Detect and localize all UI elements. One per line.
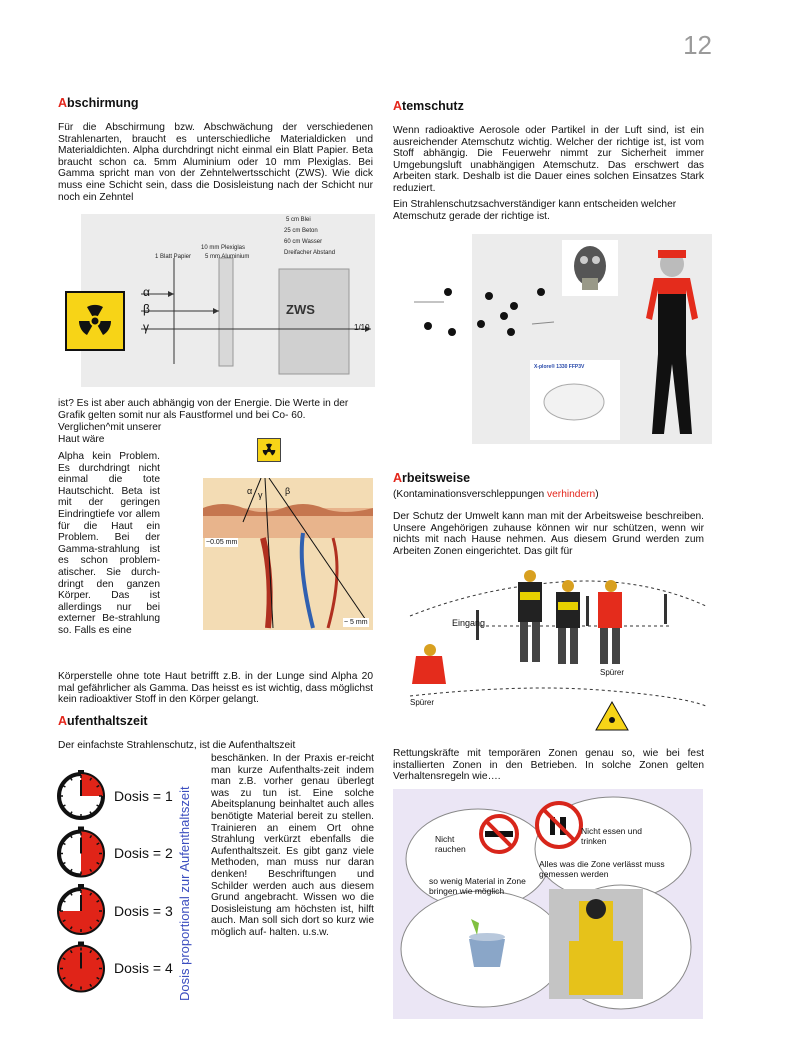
aufenthaltszeit-body: beschänken. In der Praxis er-reicht man kurze Aufenthalts-zeit indem man z.B. vorher genau überlegt was zu tun ist. Eine solche Abeitsplanung beinhaltet auch alles benötigte Material bereit zu stellen. Trainieren an einem Ort ohne Strahlung verkürzt ebenfalls die Aufenthaltszeit. Es gibt ganz viele Methoden, man muss nur daran denken! Beschriftungen und Schilder werden auch aus diesem Grund angebracht. Wissen wo die Dosisleistung am höchsten ist, hilft auch. Man soll sich dort so kurz wie möglich auf- halten. u.s.w. (211, 753, 374, 938)
label-wasser: 60 cm Wasser (284, 239, 323, 245)
skin-alpha: α (247, 486, 253, 496)
arbeitsweise-subtitle: (Kontaminationsverschleppungen verhindern) (393, 489, 599, 500)
label-aluminium: 5 mm Aluminium (205, 254, 250, 260)
zone-eingang: Eingang (452, 618, 486, 628)
label-beton: 25 cm Beton (284, 228, 318, 234)
zone-spurer-right: Spürer (600, 668, 625, 677)
trefoil-particles (424, 288, 545, 336)
label-blei: 5 cm Blei (286, 217, 311, 223)
skin-illustration (203, 478, 373, 630)
label-paper: 1 Blatt Papier (155, 254, 192, 260)
small-radiation-icon (257, 438, 281, 462)
dose-vertical-label: Dosis proportional zur Aufenthaltszeit (177, 786, 192, 1001)
skin-beta: β (285, 486, 291, 496)
timer-label-3: Dosis = 3 (114, 903, 173, 919)
abschirmung-para2: ist? Es ist aber auch abhängig von der Energie. Die Werte in der Grafik gelten somit nur als Faustformel und bei Co- 60. (58, 398, 349, 421)
firefighter-figures (412, 570, 625, 684)
mask-label: X-plore® 1330 FFP3V (534, 364, 585, 370)
label-zws: ZWS (286, 302, 315, 317)
stopwatch-fill-1 (81, 774, 103, 796)
label-abstand: Dreifacher Abstand (284, 250, 336, 256)
heading-arbeitsweise: Arbeitsweise (393, 471, 471, 485)
stopwatch-icon-1 (59, 770, 103, 818)
timer-label-2: Dosis = 2 (114, 845, 173, 861)
skin-depth-alpha: ~0.05 mm (206, 539, 238, 546)
rule-no-smoking: Nicht rauchen (435, 834, 466, 854)
skin-depth-beta: ~ 5 mm (344, 619, 368, 626)
abschirmung-para3a: Verglichen^mit unserer (58, 422, 162, 433)
shielding-diagram (81, 214, 375, 387)
stopwatch-icon-4 (59, 942, 103, 991)
abschirmung-para4: Körperstelle ohne tote Haut betrifft z.B. in der Lunge sind Alpha 20 mal gefährlicher als Gamma. Das heisst es ist wichtig, dass möglichst kein radioaktiver Stoff in den Körper gelangt. (58, 671, 373, 706)
zone-illustration (400, 566, 710, 738)
arbeitsweise-para1: Der Schutz der Umwelt kann man mit der Arbeitsweise beschreiben. Unsere Angehörigen zuhause können wir nur schützen, wenn wir nichts mit nach Hause nehmen. Aus diesem Grund werden zum Arbeiten Zonen eingerichtet. Das gilt für (393, 511, 704, 557)
stopwatch-icon-2 (59, 827, 103, 876)
stopwatch-icon-3 (59, 884, 103, 933)
arbeitsweise-para2: Rettungskräfte mit temporären Zonen genau so, wie bei fest installierten Zonen in den Betrieben. In solche Zonen gelten Verhaltensregeln wie…. (393, 748, 704, 783)
timer-group (56, 770, 181, 1000)
timer-label-1: Dosis = 1 (114, 788, 173, 804)
atemschutz-para2: Ein Strahlenschutzsachverständiger kann entscheiden welcher Atemschutz gerade der richtige ist. (393, 199, 677, 222)
rule-little-material: so wenig Material in Zone bringen wie möglich (429, 876, 526, 896)
zone-spurer-left: Spürer (410, 698, 435, 707)
rule-measured: Alles was die Zone verlässt muss gemessen werden (539, 859, 665, 879)
aufenthaltszeit-intro: Der einfachste Strahlenschutz, ist die Aufenthaltszeit (58, 740, 296, 751)
skin-gamma: γ (258, 490, 263, 500)
heading-abschirmung: Abschirmung (58, 96, 139, 110)
rules-illustration (393, 789, 703, 1019)
atemschutz-para1: Wenn radioaktive Aerosole oder Partikel in der Luft sind, ist ein ausreichender Atemschutz wichtig. Welcher der richtige ist, ist vom Stoff abhängig. Die Feuerwehr nimmt zur Sicherheit immer Umgebungsluft unabhängigen Atemschutz. Das erschwert das Arbeiten stark. Deshalb ist die Dauer eines solchen Einsatzes Stark reduziert. (393, 125, 704, 194)
respiratory-illustration (414, 234, 712, 444)
abschirmung-side-text: Alpha kein Problem. Es durchdringt nicht einmal die tote Hautschicht. Beta ist mit der geringen Eindringtiefe vor allem für die Haut ein Problem. Bei der Gamma-strahlung ist es schon problem-atischer. Sie durch-dringt den ganzen Körper. Das ist allerdings nur bei externer Be-strahlung so. Falls es eine (58, 451, 160, 636)
rule-no-eating: Nicht essen und trinken (581, 826, 642, 846)
heading-aufenthaltszeit: Aufenthaltszeit (58, 714, 148, 728)
label-plexiglas: 10 mm Plexiglas (201, 245, 246, 251)
label-alpha: α (143, 285, 150, 299)
label-tenth: 1/10 (354, 323, 370, 332)
label-beta: β (143, 302, 150, 316)
radiation-warning-icon (65, 291, 125, 351)
abschirmung-para1: Für die Abschirmung bzw. Abschwächung der verschiedenen Strahlenarten, braucht es unterschiedliche Materialdicken und Materialdichten. Alpha durchdringt nicht einmal ein Blatt Papier. Beta braucht schon ca. 5mm Aluminium oder 10 mm Plexiglas. Bei Gamma spricht man von der Zehntelwertsschicht (ZWS). Wie dick muss eine Schicht sein, dass die Dosisleistung nach der Schicht nur noch ein Zehntel (58, 122, 373, 203)
page-number: 12 (683, 30, 712, 60)
label-gamma: γ (143, 320, 149, 334)
abschirmung-para3b: Haut wäre (58, 434, 105, 445)
heading-atemschutz: Atemschutz (393, 99, 464, 113)
timer-label-4: Dosis = 4 (114, 960, 173, 976)
